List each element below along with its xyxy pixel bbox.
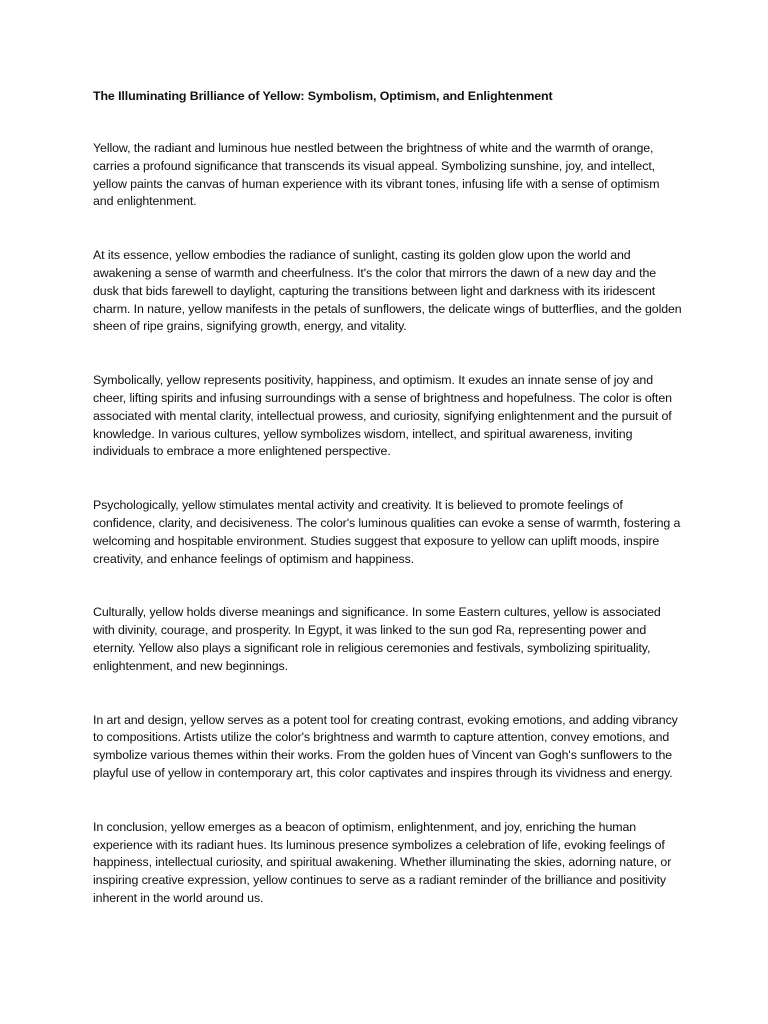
paragraph-culture: Culturally, yellow holds diverse meanings and significance. In some Eastern cultures, yellow is associated with divinity, courage, and prosperity. In Egypt, it was linked to the sun god Ra, representing power and eternity. Yellow also plays a significant role in religious ceremonies and festivals, symbolizing spirituality, enlightenment, and new beginnings. — [93, 605, 661, 673]
paragraph-symbolism: Symbolically, yellow represents positivity, happiness, and optimism. It exudes an innate sense of joy and cheer, lifting spirits and infusing surroundings with a sense of brightness and hopefulness. The color is often associated with mental clarity, intellectual prowess, and curiosity, signifying enlightenment and the pursuit of knowledge. In various cultures, yellow symbolizes wisdom, intellect, and spiritual awareness, inviting individuals to embrace a more enlightened perspective. — [93, 373, 672, 459]
document-title: The Illuminating Brilliance of Yellow: Symbolism, Optimism, and Enlightenment — [93, 89, 553, 103]
paragraph-psychology: Psychologically, yellow stimulates mental activity and creativity. It is believed to promote feelings of confidence, clarity, and decisiveness. The color's luminous qualities can evoke a sense of warmth, fostering a welcoming and hospitable environment. Studies suggest that exposure to yellow can uplift moods, inspire creativity, and enhance feelings of optimism and happiness. — [93, 498, 681, 566]
paragraph-art-design: In art and design, yellow serves as a potent tool for creating contrast, evoking emotions, and adding vibrancy to compositions. Artists utilize the color's brightness and warmth to capture attention, convey emotions, and symbolize various themes within their works. From the golden hues of Vincent van Gogh's sunflowers to the playful use of yellow in contemporary art, this color captivates and inspires through its vividness and energy. — [93, 712, 678, 780]
paragraph-intro: Yellow, the radiant and luminous hue nestled between the brightness of white and the warmth of orange, carries a profound significance that transcends its visual appeal. Symbolizing sunshine, joy, and intellect, yellow paints the canvas of human experience with its vibrant tones, infusing life with a sense of optimism and enlightenment. — [93, 141, 660, 209]
paragraph-conclusion: In conclusion, yellow emerges as a beacon of optimism, enlightenment, and joy, enriching the human experience with its radiant hues. Its luminous presence symbolizes a celebration of life, evoking feelings of happiness, intellectual curiosity, and spiritual awakening. Whether illuminating the skies, adorning nature, or inspiring creative expression, yellow continues to serve as a radiant reminder of the brilliance and positivity inherent in the world around us. — [93, 819, 672, 905]
paragraph-essence: At its essence, yellow embodies the radiance of sunlight, casting its golden glow upon the world and awakening a sense of warmth and cheerfulness. It's the color that mirrors the dawn of a new day and the dusk that bids farewell to daylight, capturing the transitions between light and darkness with its iridescent charm. In nature, yellow manifests in the petals of sunflowers, the delicate wings of butterflies, and the golden sheen of ripe grains, signifying growth, energy, and vitality. — [93, 248, 682, 334]
